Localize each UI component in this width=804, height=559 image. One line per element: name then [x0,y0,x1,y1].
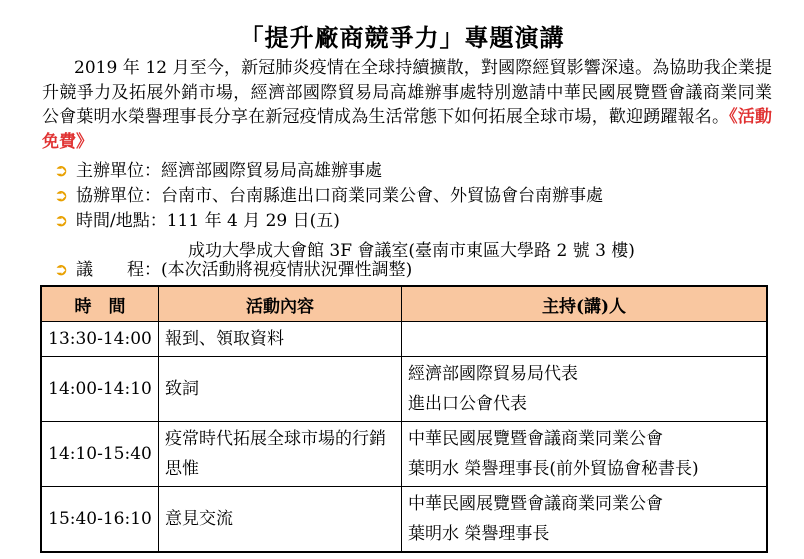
row-time: 14:10-15:40 [41,422,159,487]
intro-text: 2019 年 12 月至今，新冠肺炎疫情在全球持續擴散，對國際經貿影響深遠。為協助我企業提升競爭力及拓展外銷市場，經濟部國際貿易局高雄辦事處特別邀請中華民國展覽暨會議商業同業公會葉明水榮譽理事長分享在新冠疫情成為生活常態下如何拓展全球市場，歡迎踴躍報名。 [42,58,772,127]
schedule-table [40,285,768,553]
arrow-right-icon: ➲ [54,260,69,280]
host-line: 進出口公會代表 [408,394,527,414]
table-row [41,322,767,357]
row-content: 疫常時代拓展全球市場的行銷思惟 [159,422,402,487]
row-time: 14:00-14:10 [41,357,159,422]
header-host: 主持(講)人 [402,286,768,322]
table-header-row [41,286,767,322]
row-time: 13:30-14:00 [41,322,159,357]
info-co-organizer [54,185,603,207]
table-row [41,357,767,422]
host-line: 葉明水 榮譽理事長(前外貿協會秘書長) [408,459,699,479]
row-content: 報到、領取資料 [159,322,402,357]
arrow-right-icon: ➲ [54,161,69,181]
row-content: 意見交流 [159,487,402,553]
header-time: 時 間 [41,286,159,322]
page-title: 「提升廠商競爭力」專題演講 [239,23,565,52]
info-agenda-text: 議 程：(本次活動將視疫情狀況彈性調整) [76,260,413,280]
header-content: 活動內容 [159,286,402,322]
row-time: 15:40-16:10 [41,487,159,553]
info-agenda [54,259,412,281]
arrow-right-icon: ➲ [54,186,69,206]
row-host [402,422,768,487]
info-organizer [54,160,382,182]
free-tag: 《活動免費》 [42,107,772,152]
host-line: 中華民國展覽暨會議商業同業公會 [408,429,663,449]
row-host [402,322,768,357]
row-content: 致詞 [159,357,402,422]
row-host [402,487,768,553]
venue-text: 成功大學成大會館 3F 會議室(臺南市東區大學路 2 號 3 樓) [188,241,635,261]
host-line: 經濟部國際貿易局代表 [408,364,578,384]
table-row [41,487,767,553]
info-co-organizer-text: 協辦單位：台南市、台南縣進出口商業同業公會、外貿協會台南辦事處 [76,186,603,206]
row-host [402,357,768,422]
info-time-place-text: 時間/地點：111 年 4 月 29 日(五) [76,211,340,231]
host-line: 中華民國展覽暨會議商業同業公會 [408,494,663,514]
arrow-right-icon: ➲ [54,211,69,231]
host-line: 葉明水 榮譽理事長 [408,524,550,544]
info-organizer-text: 主辦單位：經濟部國際貿易局高雄辦事處 [76,161,382,181]
table-row [41,422,767,487]
intro-paragraph [42,56,772,154]
info-time-place [54,210,340,232]
